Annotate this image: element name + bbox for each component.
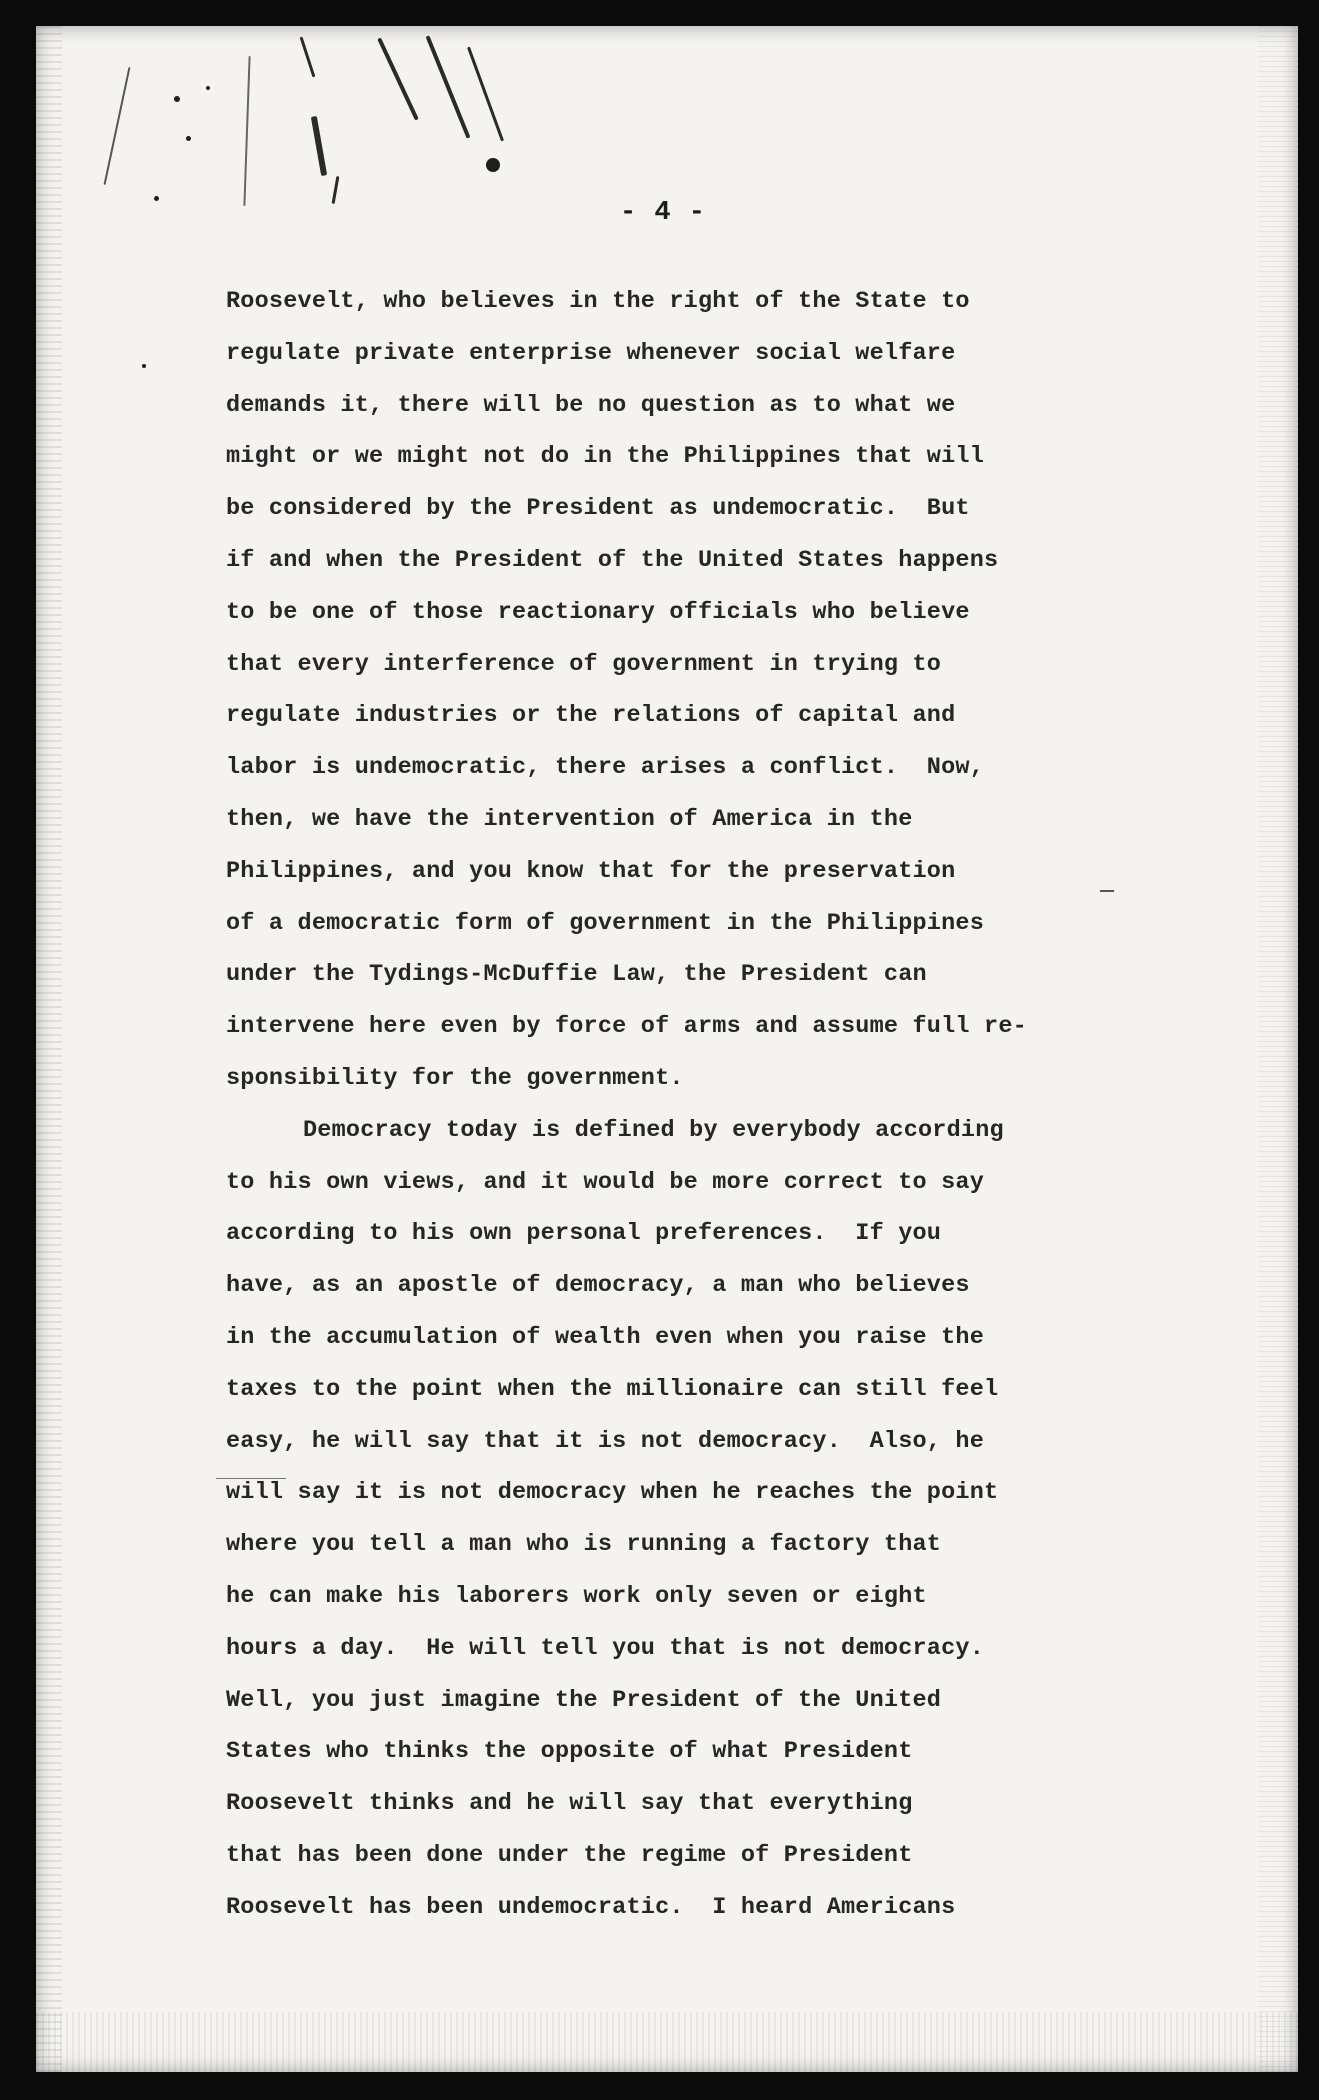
text-line: States who thinks the opposite of what President (226, 1738, 913, 1766)
text-line: intervene here even by force of arms and assume full re- (226, 1013, 1027, 1041)
paragraph-2 (226, 1105, 1126, 1934)
ink-mark (467, 47, 504, 142)
ink-mark (243, 56, 250, 206)
text-line: then, we have the intervention of America in the (226, 805, 913, 833)
scan-edge-left (36, 26, 62, 2072)
text-line: that has been done under the regime of President (226, 1841, 913, 1869)
text-line: under the Tydings-McDuffie Law, the President can (226, 961, 927, 989)
document-body (226, 276, 1126, 1934)
scan-edge-right (1258, 26, 1298, 2072)
text-line: Roosevelt thinks and he will say that everything (226, 1790, 913, 1818)
text-line: regulate private enterprise whenever social welfare (226, 339, 956, 367)
text-line: to his own views, and it would be more correct to say (226, 1168, 985, 1196)
text-line: Roosevelt, who believes in the right of the State to (226, 288, 970, 315)
text-line: have, as an apostle of democracy, a man who believes (226, 1272, 970, 1300)
text-line: Well, you just imagine the President of the United (226, 1686, 942, 1714)
text-line: he can make his laborers work only seven or eight (226, 1582, 927, 1610)
text-line: labor is undemocratic, there arises a conflict. Now, (226, 754, 985, 782)
text-line: where you tell a man who is running a factory that (226, 1531, 942, 1559)
text-line: to be one of those reactionary officials who believe (226, 598, 970, 626)
text-line: taxes to the point when the millionaire can still feel (226, 1375, 999, 1403)
text-line: Democracy today is defined by everybody according (303, 1116, 1004, 1144)
paragraph-1 (226, 276, 1126, 1105)
text-line: according to his own personal preferences. If you (226, 1220, 942, 1248)
text-line: Philippines, and you know that for the preservation (226, 857, 956, 885)
ink-mark (426, 35, 471, 138)
ink-mark (300, 37, 316, 78)
text-line: easy, he will say that it is not democracy. Also, he (226, 1427, 985, 1455)
ink-dot (142, 364, 146, 368)
ink-mark (104, 67, 131, 185)
text-line: sponsibility for the government. (226, 1064, 684, 1092)
text-line: will say it is not democracy when he reaches the point (226, 1479, 999, 1507)
text-line: that every interference of government in trying to (226, 650, 942, 678)
text-line: be considered by the President as undemocratic. But (226, 495, 970, 523)
text-line: hours a day. He will tell you that is not democracy. (226, 1634, 985, 1662)
text-line: might or we might not do in the Philippines that will (226, 443, 985, 471)
text-line: of a democratic form of government in the Philippines (226, 909, 985, 937)
ink-dot (174, 96, 180, 102)
text-line: demands it, there will be no question as to what we (226, 391, 956, 419)
page-number: - 4 - (620, 198, 707, 228)
text-line: regulate industries or the relations of capital and (226, 702, 956, 730)
ink-dot (486, 158, 500, 172)
text-line: in the accumulation of wealth even when you raise the (226, 1323, 985, 1351)
ink-dot (206, 86, 210, 90)
ink-dot (186, 136, 191, 141)
ink-dot (154, 196, 159, 201)
text-line: Roosevelt has been undemocratic. I heard Americans (226, 1893, 956, 1921)
ink-mark (377, 37, 419, 120)
ink-mark (311, 116, 327, 176)
text-line: if and when the President of the United States happens (226, 546, 999, 574)
ink-mark (332, 176, 340, 204)
scan-edge-bottom (36, 2012, 1298, 2072)
